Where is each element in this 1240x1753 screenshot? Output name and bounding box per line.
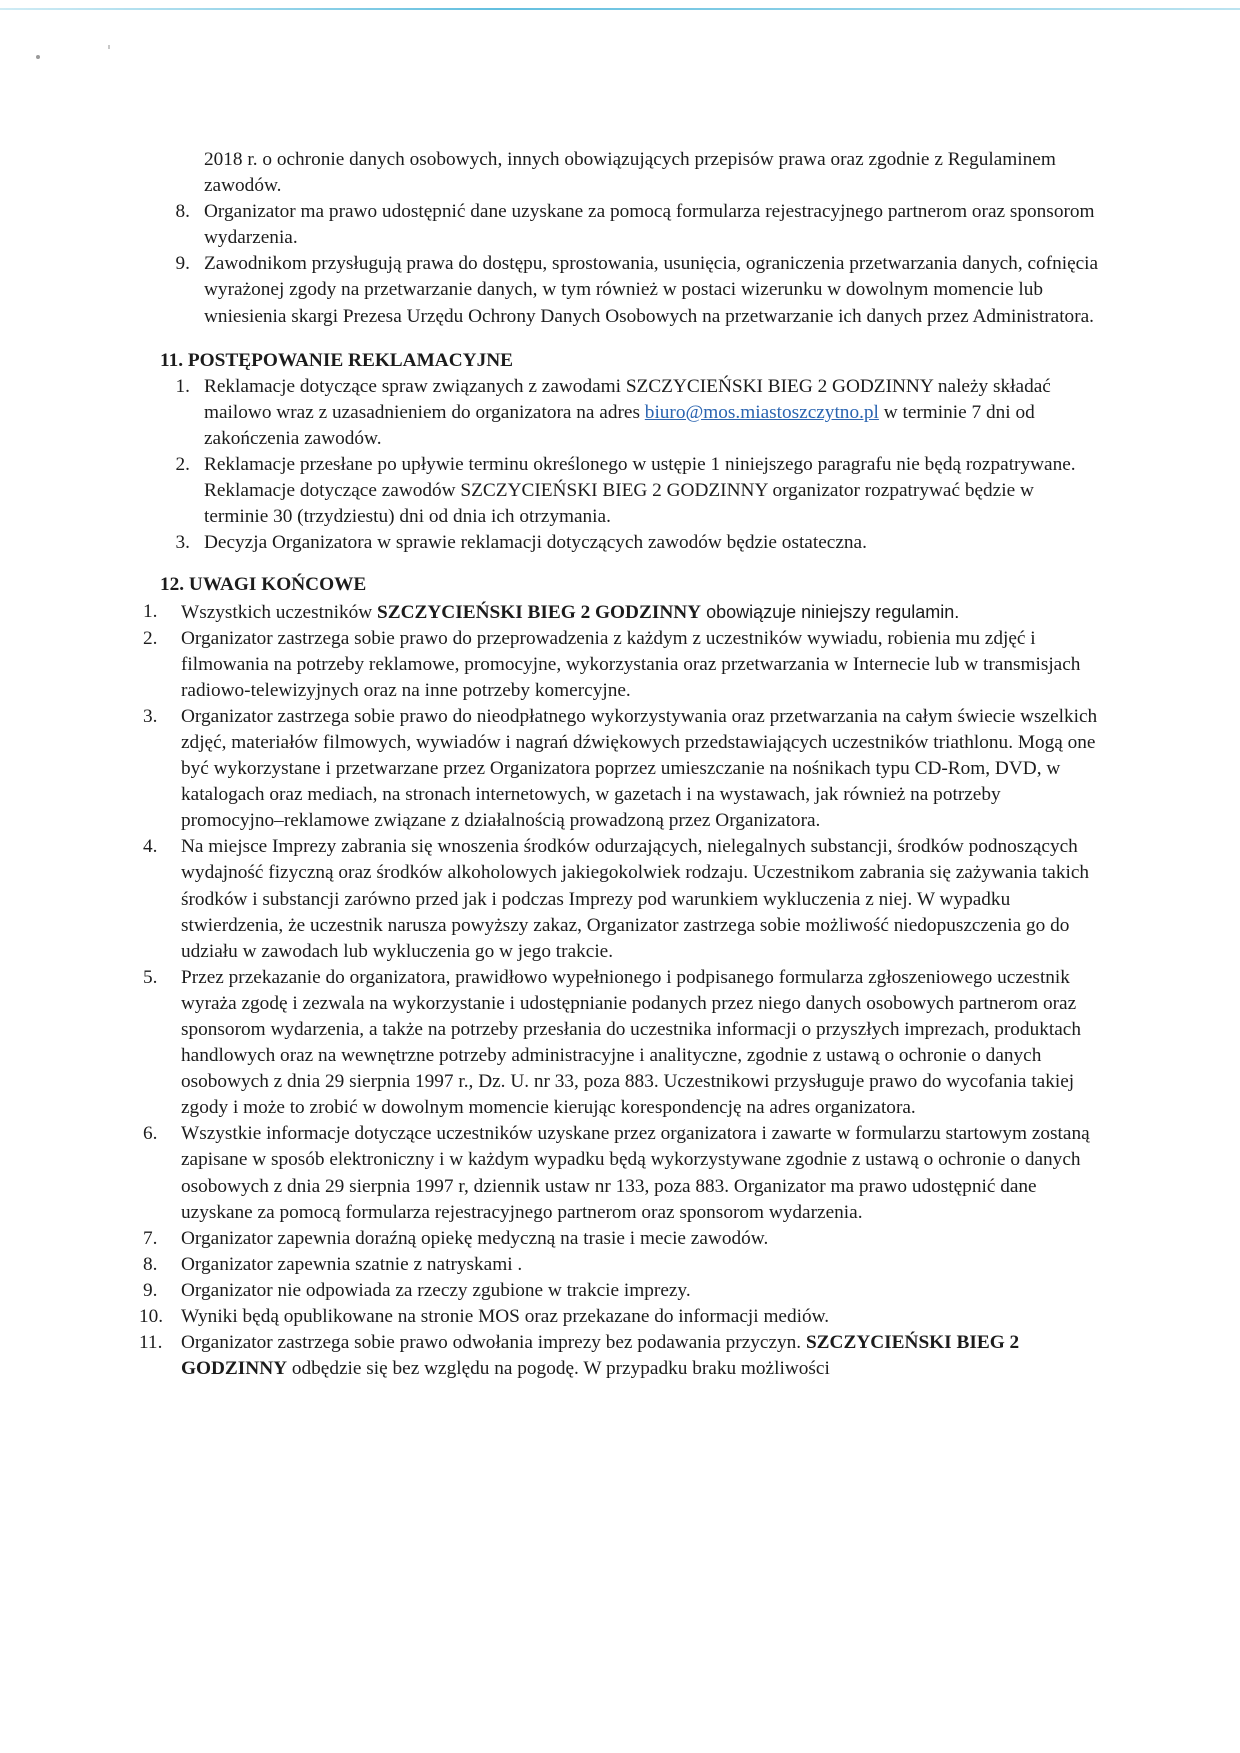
item-text: Wyniki będą opublikowane na stronie MOS oraz przekazane do informacji mediów. <box>181 1306 830 1328</box>
item-text: Organizator zastrzega sobie prawo odwołania imprezy bez podawania przyczyn. <box>181 1332 806 1354</box>
list-item <box>143 834 1100 964</box>
item-number: 1. <box>143 600 158 622</box>
list-item <box>143 1278 1100 1304</box>
item-number: 6. <box>143 1123 158 1145</box>
item-number: 8. <box>143 1253 158 1275</box>
item-number: 1. <box>175 375 190 397</box>
item-text: Na miejsce Imprezy zabrania się wnoszenia środków odurzających, nielegalnych substancji, środków podnoszących wydajność fizyczną oraz środków alkoholowych jakiegokolwiek rodzaju. Uczestnikom zabrania się zażywania takich środków i substancji zarówno przed jak i podczas Imprezy pod warunkiem wykluczenia z niej. W wypadku stwierdzenia, że uczestnik narusza powyższy zakaz, Organizator zastrzega sobie możliwość niedopuszczenia go do udziału w zawodach lub wykluczenia go w jego trakcie. <box>181 836 1090 962</box>
item-text: Reklamacje przesłane po upływie terminu określonego w ustępie 1 niniejszego paragrafu nie będą rozpatrywane. Reklamacje dotyczące zawodów SZCZYCIEŃSKI BIEG 2 GODZINNY organizator rozpatrywać będzie w terminie 30 (trzydziestu) dni od dnia ich otrzymania. <box>204 454 1076 528</box>
item-number: 11. <box>139 1332 163 1354</box>
item-number: 4. <box>143 836 158 858</box>
item-text: Decyzja Organizatora w sprawie reklamacji dotyczących zawodów będzie ostateczna. <box>204 532 867 554</box>
email-link[interactable]: biuro@mos.miastoszczytno.pl <box>644 401 879 423</box>
item-text: Wszystkie informacje dotyczące uczestników uzyskane przez organizatora i zawarte w formularzu startowym zostaną zapisane w sposób elektroniczny i w każdym wypadku będą wykorzystywane zgodnie z ustawą o ochronie o danych osobowych z dnia 29 sierpnia 1997 r, dziennik ustaw nr 133, poza 883. Organizator ma prawo udostępnić dane uzyskane za pomocą formularza rejestracyjnego partnerom oraz sponsorom wydarzenia. <box>181 1123 1090 1223</box>
item-text: Przez przekazanie do organizatora, prawidłowo wypełnionego i podpisanego formularza zgłoszeniowego uczestnik wyraża zgodę i zezwala na wykorzystanie i udostępnianie podanych przez niego danych osobowych partnerom oraz sponsorom wydarzenia, a także na potrzeby przesłania do uczestnika informacji o przyszłych imprezach, produktach handlowych oraz na wewnętrzne potrzeby administracyjne i analityczne, zgodnie z ustawą o ochronie o danych osobowych z dnia 29 sierpnia 1997 r., Dz. U. nr 33, poza 883. Uczestnikowi przysługuje prawo do wycofania takiej zgody i może to zrobić w dowolnym momencie kierując korespondencję na adres organizatora. <box>181 966 1081 1119</box>
item-number: 2. <box>175 454 190 476</box>
scan-speck <box>108 45 110 49</box>
item-text: Reklamacje dotyczące spraw związanych z zawodami SZCZYCIEŃSKI BIEG 2 GODZINNY należy składać mailowo wraz z uzasadnieniem do organizatora na adres <box>204 375 1051 423</box>
item-text: Organizator ma prawo udostępnić dane uzyskane za pomocą formularza rejestracyjnego partnerom oraz sponsorom wydarzenia. <box>204 201 1095 249</box>
list-item <box>143 626 1100 704</box>
item-number: 3. <box>175 532 190 554</box>
item-text: Organizator zapewnia doraźną opiekę medyczną na trasie i mecie zawodów. <box>181 1227 769 1249</box>
section-uwagi-koncowe <box>139 572 1100 1382</box>
item-number: 5. <box>143 966 158 988</box>
item-number: 8. <box>175 201 190 223</box>
list-item <box>143 965 1100 1122</box>
event-name: SZCZYCIEŃSKI BIEG 2 GODZINNY <box>376 601 702 623</box>
item-text: obowiązuje niniejszy regulamin. <box>701 601 960 622</box>
document-page <box>139 147 1100 1382</box>
list-item <box>143 704 1100 834</box>
item-text: Wszystkich uczestników <box>181 601 377 623</box>
list-item <box>143 1121 1100 1225</box>
section-heading-reklamacje: 11. POSTĘPOWANIE REKLAMACYJNE <box>160 349 513 371</box>
list-item <box>139 1304 1100 1330</box>
list-item <box>160 374 1100 452</box>
list-item <box>160 199 1100 251</box>
list-item <box>143 1252 1100 1278</box>
scan-speck <box>36 55 40 59</box>
scan-edge-line <box>0 8 1240 10</box>
list-item <box>160 251 1100 329</box>
item-text: Organizator zapewnia szatnie z natryskami . <box>181 1253 523 1275</box>
item-number: 9. <box>175 253 190 275</box>
item-text: Zawodnikom przysługują prawa do dostępu, sprostowania, usunięcia, ograniczenia przetwarzania danych, cofnięcia wyrażonej zgody na przetwarzanie danych, w tym również w postaci wizerunku w dowolnym momencie lub wniesienia skargi Prezesa Urzędu Ochrony Danych Osobowych na przetwarzanie ich danych przez Administratora. <box>204 253 1099 327</box>
item-number: 10. <box>139 1306 164 1328</box>
item-text: Organizator nie odpowiada za rzeczy zgubione w trakcie imprezy. <box>181 1279 691 1301</box>
item-number: 3. <box>143 705 158 727</box>
list-item <box>143 599 1100 626</box>
continuation-text: 2018 r. o ochronie danych osobowych, innych obowiązujących przepisów prawa oraz zgodnie z Regulaminem zawodów. <box>204 149 1056 197</box>
list-item <box>160 530 1100 556</box>
item-number: 2. <box>143 627 158 649</box>
event-name: SZCZYCIEŃSKI BIEG 2 GODZINNY <box>181 1332 1020 1380</box>
item-text: w terminie 7 dni od zakończenia zawodów. <box>204 401 1035 449</box>
item-number: 9. <box>143 1279 158 1301</box>
list-item <box>143 1226 1100 1252</box>
item-text: odbędzie się bez względu na pogodę. W przypadku braku możliwości <box>287 1358 830 1380</box>
item-text: Organizator zastrzega sobie prawo do nieodpłatnego wykorzystywania oraz przetwarzania na całym świecie wszelkich zdjęć, materiałów filmowych, wywiadów i nagrań dźwiękowych przedstawiających uczestników triathlonu. Mogą one być wykorzystane i przetwarzane przez Organizatora poprzez umieszczanie na nośnikach typu CD-Rom, DVD, w katalogach oraz mediach, na stronach internetowych, w gazetach i na wystawach, jak również na potrzeby promocyjno–reklamowe związane z działalnością prowadzoną przez Organizatora. <box>181 705 1098 832</box>
item-text: Organizator zastrzega sobie prawo do przeprowadzenia z każdym z uczestników wywiadu, robienia mu zdjęć i filmowania na potrzeby reklamowe, promocyjne, wykorzystania oraz przetwarzania w Internecie lub w transmisjach radiowo-telewizyjnych oraz na inne potrzeby komercyjne. <box>181 627 1081 701</box>
list-item <box>160 452 1100 530</box>
item-number: 7. <box>143 1227 158 1249</box>
section-heading-uwagi: 12. UWAGI KOŃCOWE <box>160 574 367 596</box>
list-item <box>139 1330 1100 1382</box>
